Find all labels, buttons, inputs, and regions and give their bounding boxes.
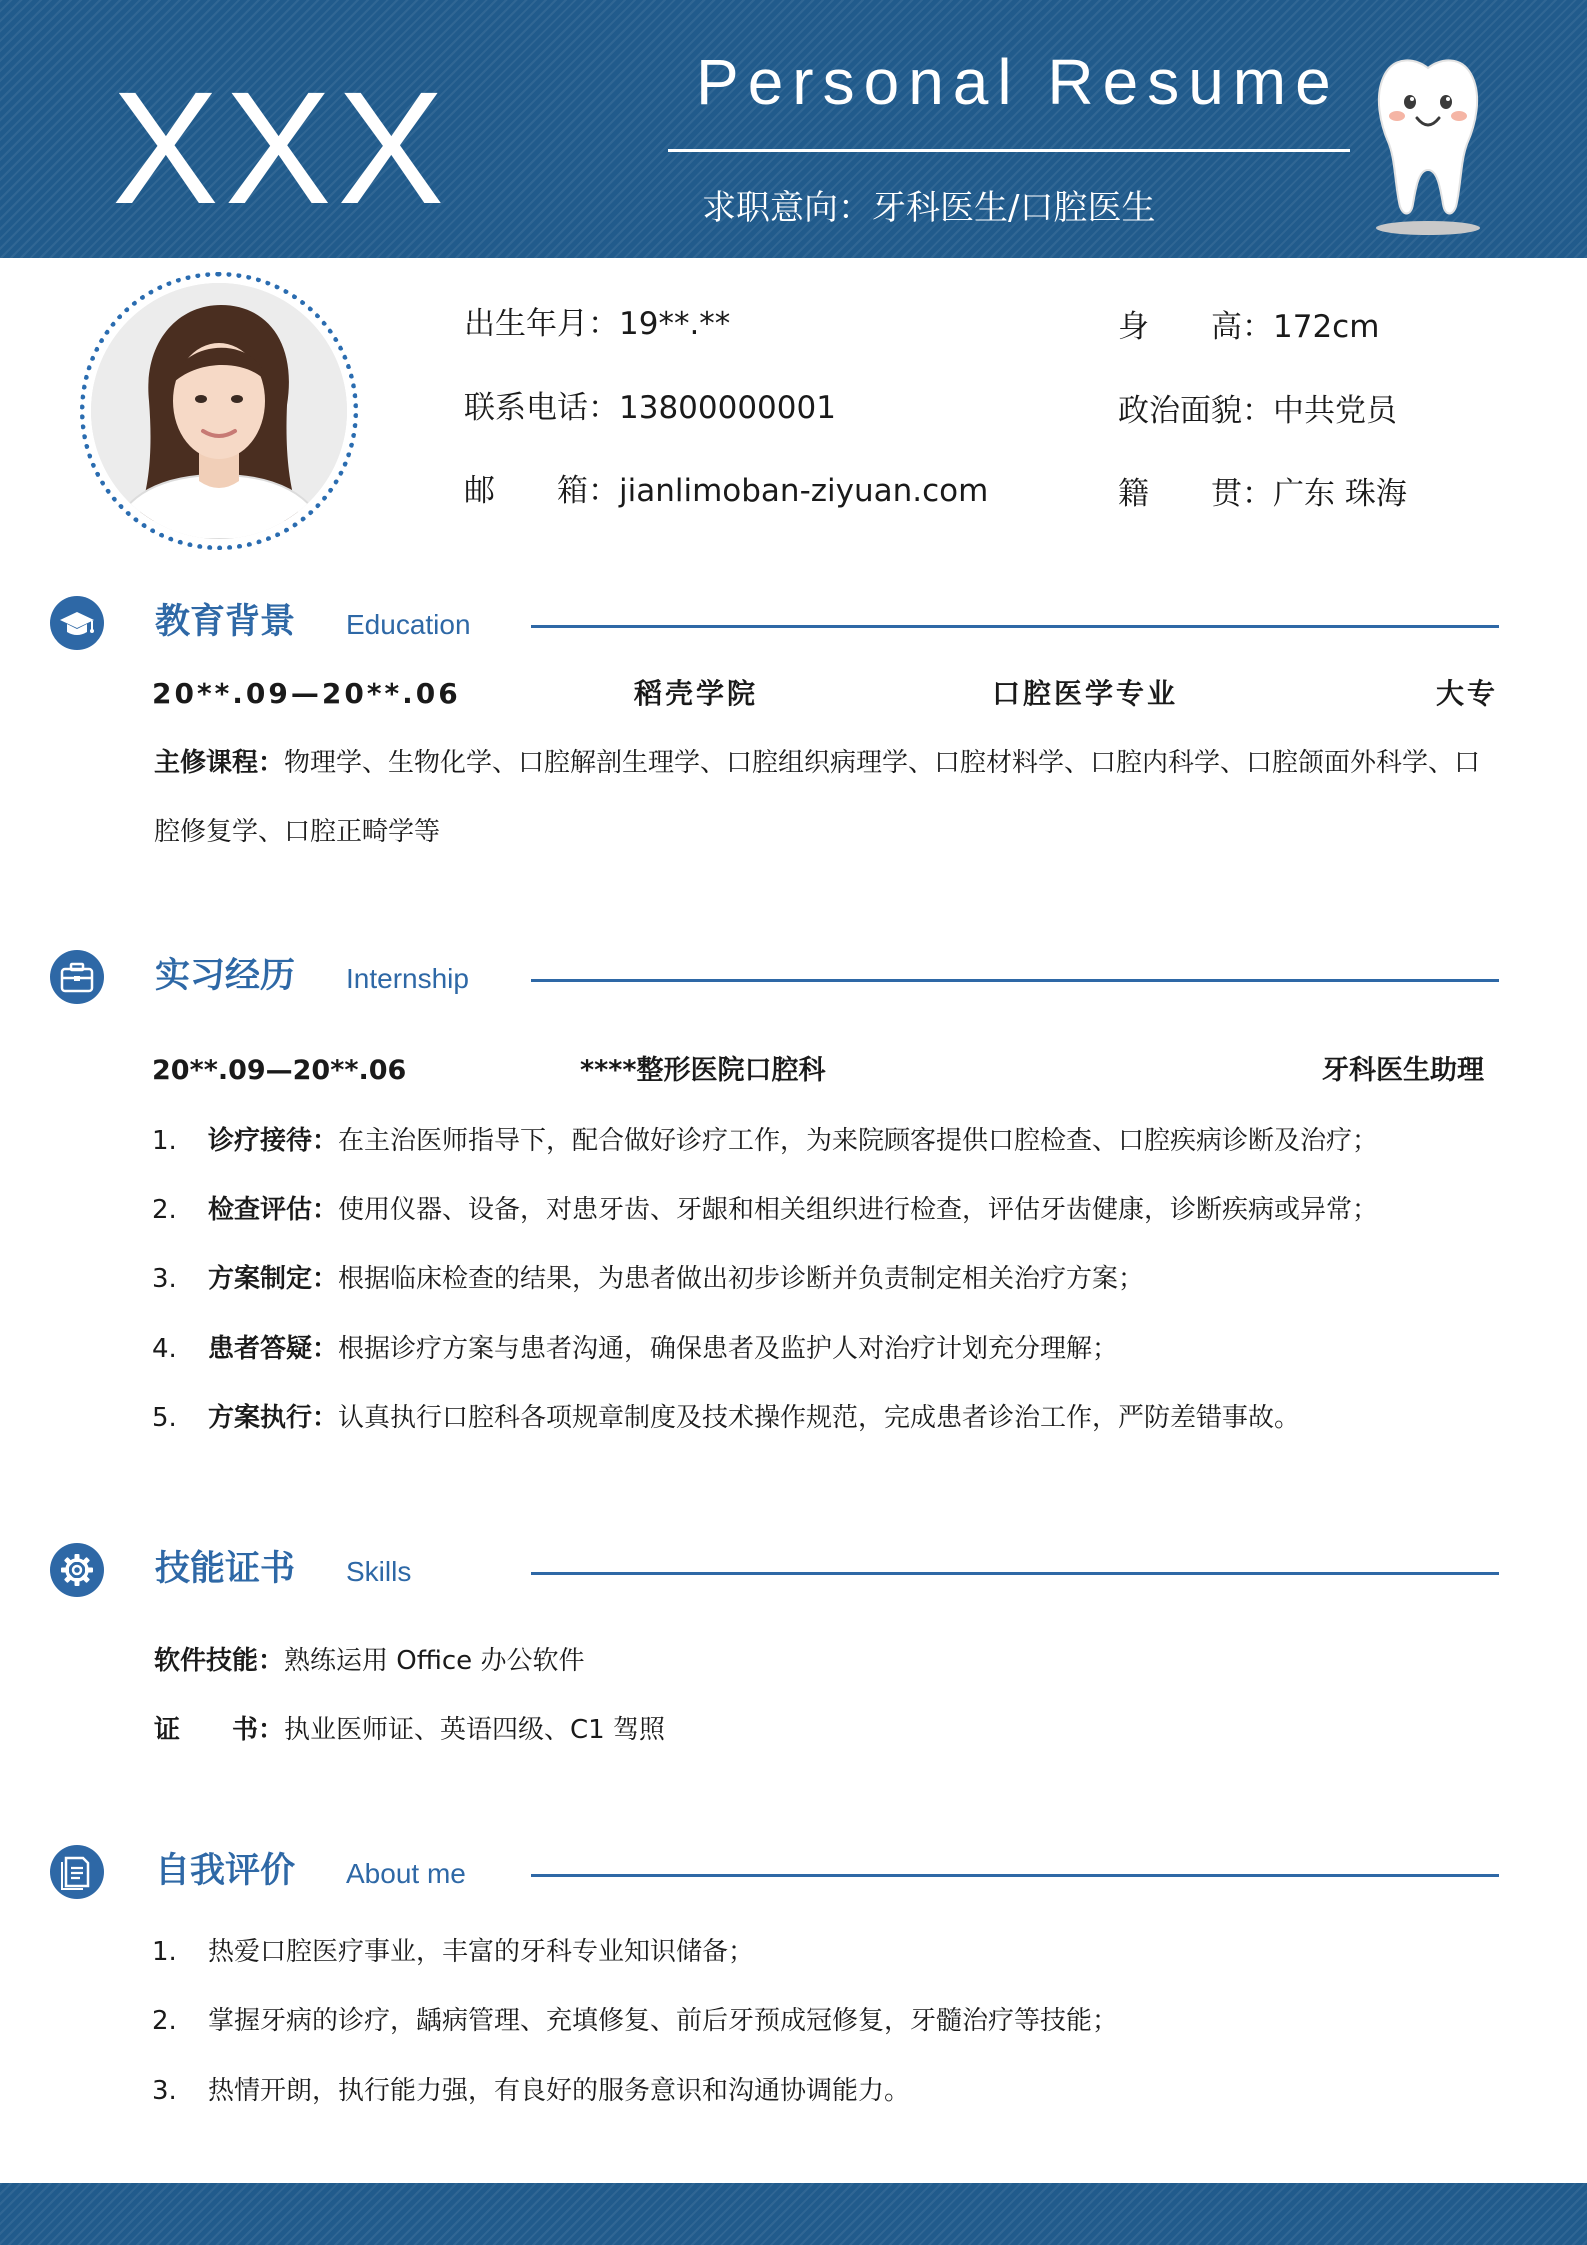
info-email-value: jianlimoban-ziyuan.com xyxy=(619,473,989,509)
about-item xyxy=(152,2073,910,2109)
skills-cert-text: 执业医师证、英语四级、C1 驾照 xyxy=(284,1715,665,1745)
info-origin-label: 籍 贯： xyxy=(1118,476,1273,512)
about-item xyxy=(152,1934,754,1970)
internship-item-label: 方案执行： xyxy=(208,1403,339,1433)
internship-item-label: 患者答疑： xyxy=(208,1334,339,1364)
internship-company: ****整形医院口腔科 xyxy=(580,1055,826,1086)
header-divider xyxy=(668,149,1350,152)
internship-position: 牙科医生助理 xyxy=(1322,1055,1484,1086)
internship-item-text: 根据诊疗方案与患者沟通，确保患者及监护人对治疗计划充分理解； xyxy=(338,1334,1119,1364)
info-height-label: 身 高： xyxy=(1118,309,1273,345)
internship-item xyxy=(152,1192,1378,1228)
education-degree: 大专 xyxy=(1436,677,1499,710)
education-title: 教育背景 xyxy=(155,602,296,642)
document-icon xyxy=(50,1845,104,1899)
about-item-number: 2. xyxy=(152,2006,177,2036)
skills-software-text: 熟练运用 Office 办公软件 xyxy=(284,1646,585,1676)
education-courses xyxy=(154,729,1500,867)
education-divider xyxy=(531,625,1499,628)
info-politics xyxy=(1118,391,1397,431)
about-item xyxy=(152,2003,1118,2039)
internship-divider xyxy=(531,979,1499,982)
internship-item-label: 方案制定： xyxy=(208,1264,339,1294)
education-period: 20**.09—20**.06 xyxy=(152,677,461,710)
resume-title: Personal Resume xyxy=(696,46,1340,118)
education-school: 稻壳学院 xyxy=(634,677,759,710)
about-item-number: 3. xyxy=(152,2076,177,2106)
profile-photo xyxy=(91,283,347,539)
briefcase-icon xyxy=(50,950,104,1004)
internship-item-number: 5. xyxy=(152,1403,177,1433)
info-birth-label: 出生年月： xyxy=(464,306,619,342)
about-title: 自我评价 xyxy=(155,1851,296,1891)
info-birth xyxy=(464,304,730,344)
internship-item-text: 在主治医师指导下，配合做好诊疗工作，为来院顾客提供口腔检查、口腔疾病诊断及治疗； xyxy=(338,1126,1379,1156)
info-height xyxy=(1118,307,1379,347)
internship-item-label: 诊疗接待： xyxy=(208,1126,339,1156)
graduation-cap-icon xyxy=(50,596,104,650)
info-height-value: 172cm xyxy=(1273,309,1380,345)
internship-item xyxy=(152,1400,1300,1436)
info-politics-value: 中共党员 xyxy=(1273,393,1397,429)
internship-item-text: 认真执行口腔科各项规章制度及技术操作规范，完成患者诊治工作，严防差错事故。 xyxy=(338,1403,1301,1433)
internship-item-number: 1. xyxy=(152,1126,177,1156)
about-item-number: 1. xyxy=(152,1937,177,1967)
internship-item xyxy=(152,1261,1144,1297)
internship-item-text: 使用仪器、设备，对患牙齿、牙龈和相关组织进行检查，评估牙齿健康，诊断疾病或异常； xyxy=(338,1195,1379,1225)
footer-banner xyxy=(0,2183,1587,2245)
info-phone-label: 联系电话： xyxy=(464,390,619,426)
info-origin-value: 广东 珠海 xyxy=(1273,476,1407,512)
skills-divider xyxy=(531,1572,1499,1575)
about-item-text: 热爱口腔医疗事业，丰富的牙科专业知识储备； xyxy=(208,1937,755,1967)
info-birth-value: 19**.** xyxy=(619,306,731,342)
profile-photo-frame xyxy=(80,272,358,550)
skills-title: 技能证书 xyxy=(155,1549,296,1589)
about-divider xyxy=(531,1874,1499,1877)
education-subtitle: Education xyxy=(346,609,471,640)
about-item-text: 热情开朗，执行能力强，有良好的服务意识和沟通协调能力。 xyxy=(208,2076,911,2106)
about-item-text: 掌握牙病的诊疗，龋病管理、充填修复、前后牙预成冠修复，牙髓治疗等技能； xyxy=(208,2006,1119,2036)
internship-item-text: 根据临床检查的结果，为患者做出初步诊断并负责制定相关治疗方案； xyxy=(338,1264,1145,1294)
tooth-mascot-icon xyxy=(1365,52,1491,238)
header-banner xyxy=(0,0,1587,258)
education-major: 口腔医学专业 xyxy=(992,677,1179,710)
internship-item xyxy=(152,1123,1378,1159)
internship-title: 实习经历 xyxy=(155,956,296,996)
education-courses-label: 主修课程： xyxy=(154,748,285,778)
skills-subtitle: Skills xyxy=(346,1556,412,1587)
internship-subtitle: Internship xyxy=(346,963,469,994)
gear-icon xyxy=(50,1543,104,1597)
internship-period: 20**.09—20**.06 xyxy=(152,1055,407,1086)
candidate-name: XXX xyxy=(112,58,451,237)
info-phone-value: 13800000001 xyxy=(619,390,836,426)
internship-item-number: 3. xyxy=(152,1264,177,1294)
about-subtitle: About me xyxy=(346,1858,466,1889)
info-politics-label: 政治面貌： xyxy=(1118,393,1273,429)
skills-software-label: 软件技能： xyxy=(154,1646,285,1676)
skills-software xyxy=(154,1643,584,1679)
info-email-label: 邮 箱： xyxy=(464,473,619,509)
internship-item xyxy=(152,1331,1118,1367)
info-email xyxy=(464,471,988,511)
internship-item-number: 2. xyxy=(152,1195,177,1225)
internship-item-number: 4. xyxy=(152,1334,177,1364)
job-intent: 求职意向：牙科医生/口腔医生 xyxy=(702,188,1156,228)
info-phone xyxy=(464,388,836,428)
skills-cert-label: 证 书： xyxy=(154,1715,285,1745)
skills-certificates xyxy=(154,1712,665,1748)
internship-item-label: 检查评估： xyxy=(208,1195,339,1225)
info-origin xyxy=(1118,474,1407,514)
education-courses-text: 物理学、生物化学、口腔解剖生理学、口腔组织病理学、口腔材料学、口腔内科学、口腔颌面外科学、口腔修复学、口腔正畸学等 xyxy=(154,748,1481,847)
